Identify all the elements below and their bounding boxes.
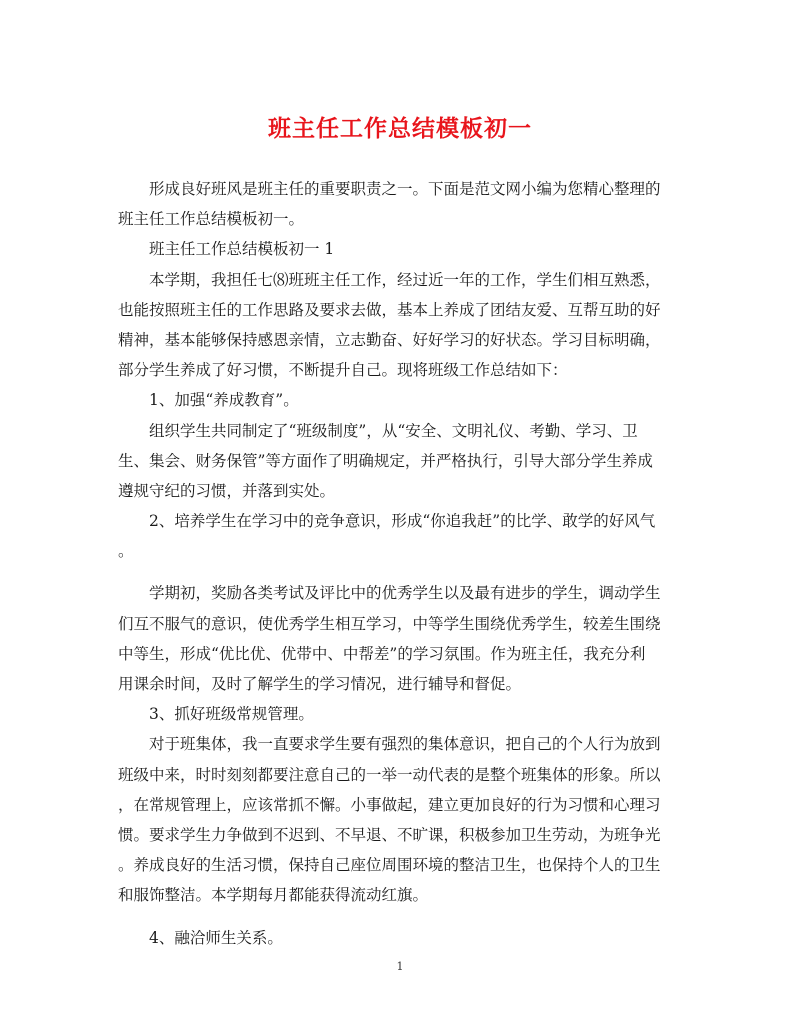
paragraph-gap: [118, 911, 678, 923]
document-body: [118, 174, 678, 953]
text-line: ，在常规管理上，应该常抓不懈。小事做起，建立更加良好的行为习惯和心理习: [118, 795, 661, 814]
text-line: 部分学生养成了好习惯，不断提升自己。现将班级工作总结如下：: [118, 361, 568, 380]
paragraph-gap: [118, 566, 678, 578]
text-line: 4、融洽师生关系。: [149, 928, 283, 947]
page-title: 班主任工作总结模板初一: [268, 115, 532, 142]
text-line: 形成良好班风是班主任的重要职责之一。下面是范文网小编为您精心整理的: [149, 180, 661, 198]
text-line: 遵规守纪的习惯，并落到实处。: [118, 481, 336, 500]
text-line: 班主任工作总结模板初一。: [118, 210, 305, 229]
text-line: 。: [118, 542, 134, 561]
text-line: 班主任工作总结模板初一 1: [149, 240, 335, 259]
text-line: 1、加强“养成教育”。: [149, 391, 299, 410]
text-line: 。养成良好的生活习惯，保持自己座位周围环境的整洁卫生，也保持个人的卫生: [118, 856, 661, 875]
text-line: 们互不服气的意识，使优秀学生相互学习，中等学生围绕优秀学生，较差生围绕: [118, 614, 661, 633]
text-line: 生、集会、财务保管”等方面作了明确规定，并严格执行，引导大部分学生养成: [118, 451, 653, 470]
text-line: 对于班集体，我一直要求学生要有强烈的集体意识，把自己的个人行为放到: [149, 735, 661, 754]
text-line: 用课余时间，及时了解学生的学习情况，进行辅导和督促。: [118, 675, 522, 693]
text-line: 3、抓好班级常规管理。: [149, 705, 314, 724]
text-line: 2、培养学生在学习中的竞争意识，形成“你追我赶”的比学、敢学的好风气: [149, 512, 656, 531]
page-number: 1: [396, 960, 404, 973]
text-line: 和服饰整洁。本学期每月都能获得流动红旗。: [118, 886, 429, 905]
text-line: 精神，基本能够保持感恩亲情，立志勤奋、好好学习的好状态。学习目标明确，: [118, 330, 661, 349]
text-line: 本学期，我担任七⑻班班主任工作，经过近一年的工作，学生们相互熟悉，: [149, 270, 661, 289]
text-line: 学期初，奖励各类考试及评比中的优秀学生以及最有进步的学生，调动学生: [149, 584, 661, 603]
text-line: 惯。要求学生力争做到不迟到、不早退、不旷课，积极参加卫生劳动，为班争光: [118, 825, 661, 844]
text-line: 也能按照班主任的工作思路及要求去做，基本上养成了团结友爱、互帮互助的好: [118, 300, 661, 319]
text-line: 组织学生共同制定了“班级制度”，从“安全、文明礼仪、考勤、学习、卫: [149, 421, 638, 440]
text-line: 中等生，形成“优比优、优带中、中帮差”的学习氛围。作为班主任，我充分利: [118, 644, 646, 663]
text-line: 班级中来，时时刻刻都要注意自己的一举一动代表的是整个班集体的形象。所以: [118, 765, 661, 784]
